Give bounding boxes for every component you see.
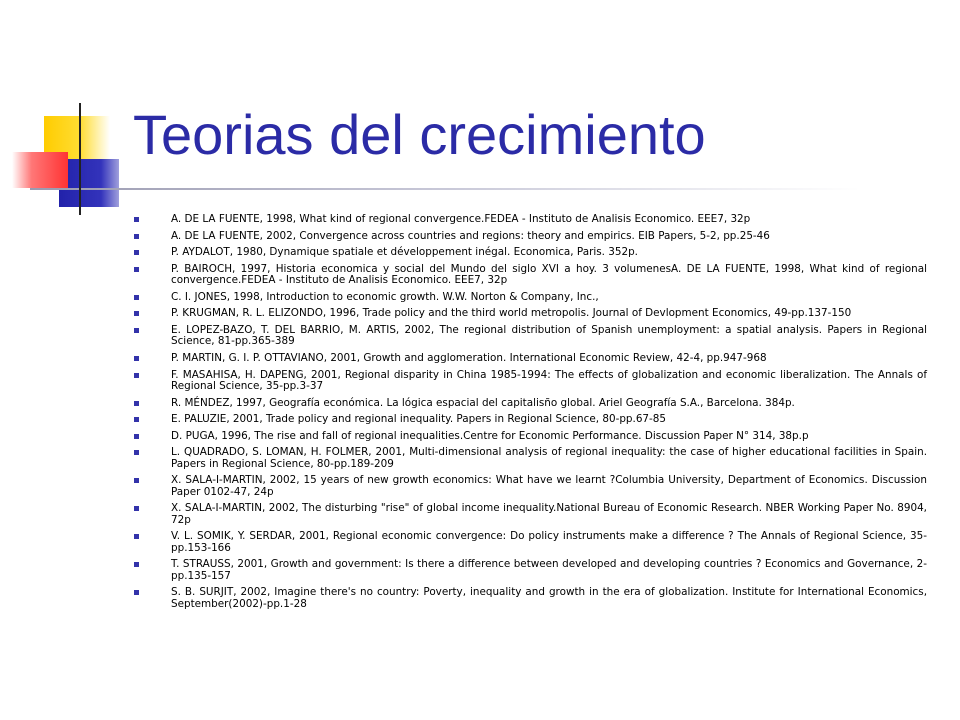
bullet-icon: [134, 478, 139, 483]
decor-vertical-line: [79, 103, 81, 215]
bullet-icon: [134, 506, 139, 511]
bullet-icon: [134, 250, 139, 255]
bullet-icon: [134, 295, 139, 300]
reference-item: [171, 475, 927, 498]
reference-item: [171, 247, 927, 258]
bullet-icon: [134, 328, 139, 333]
reference-text: S. B. SURJIT, 2002, Imagine there's no country: Poverty, inequality and growth in the era of globalization. Institute for International Economics, September(2002)-pp.1-28: [171, 586, 927, 610]
bullet-icon: [134, 217, 139, 222]
reference-item: [171, 264, 927, 287]
reference-item: [171, 325, 927, 348]
bullet-icon: [134, 401, 139, 406]
reference-text: T. STRAUSS, 2001, Growth and government: Is there a difference between developed and developing countries ? Economics and Governance, 2-pp.135-157: [171, 558, 927, 582]
reference-list: [171, 214, 927, 615]
reference-text: P. BAIROCH, 1997, Historia economica y social del Mundo del siglo XVI a hoy. 3 volumenesA. DE LA FUENTE, 1998, What kind of regional convergence.FEDEA - Instituto de Analisis Economico. EEE7, 32p: [171, 262, 927, 287]
reference-text: P. KRUGMAN, R. L. ELIZONDO, 1996, Trade policy and the third world metropolis. Journal of Devlopment Economics, 49-pp.137-150: [171, 307, 852, 320]
reference-item: [171, 353, 927, 364]
slide-title: Teorias del crecimiento: [133, 103, 706, 166]
reference-item: [171, 587, 927, 610]
reference-item: [171, 398, 927, 409]
reference-text: A. DE LA FUENTE, 2002, Convergence across countries and regions: theory and empirics. EIB Papers, 5-2, pp.25-46: [171, 229, 770, 242]
decor-horizontal-line: [30, 188, 860, 190]
reference-item: [171, 292, 927, 303]
reference-text: P. MARTIN, G. I. P. OTTAVIANO, 2001, Growth and agglomeration. International Economic Review, 42-4, pp.947-968: [171, 351, 767, 364]
bullet-icon: [134, 434, 139, 439]
bullet-icon: [134, 590, 139, 595]
reference-item: [171, 214, 927, 225]
reference-item: [171, 531, 927, 554]
reference-item: [171, 308, 927, 319]
reference-text: V. L. SOMIK, Y. SERDAR, 2001, Regional economic convergence: Do policy instruments make a difference ? The Annals of Regional Science, 35-pp.153-166: [171, 530, 927, 554]
decor-red-square: [12, 152, 68, 188]
bullet-icon: [134, 562, 139, 567]
reference-text: C. I. JONES, 1998, Introduction to economic growth. W.W. Norton & Company, Inc.,: [171, 290, 599, 303]
reference-text: X. SALA-I-MARTIN, 2002, The disturbing "rise" of global income inequality.National Bureau of Economic Research. NBER Working Paper No. 8904, 72p: [171, 502, 927, 526]
reference-item: [171, 231, 927, 242]
bullet-icon: [134, 534, 139, 539]
bullet-icon: [134, 234, 139, 239]
reference-item: [171, 447, 927, 470]
reference-text: E. PALUZIE, 2001, Trade policy and regional inequality. Papers in Regional Science, 80-pp.67-85: [171, 413, 667, 426]
reference-text: F. MASAHISA, H. DAPENG, 2001, Regional disparity in China 1985-1994: The effects of globalization and economic liberalization. The Annals of Regional Science, 35-pp.3-37: [171, 368, 927, 392]
bullet-icon: [134, 373, 139, 378]
bullet-icon: [134, 417, 139, 422]
bullet-icon: [134, 311, 139, 316]
reference-text: R. MÉNDEZ, 1997, Geografía económica. La lógica espacial del capitalisño global. Ariel Geografía S.A., Barcelona. 384p.: [171, 396, 795, 409]
reference-text: A. DE LA FUENTE, 1998, What kind of regional convergence.FEDEA - Instituto de Analisis Economico. EEE7, 32p: [171, 213, 751, 225]
bullet-icon: [134, 356, 139, 361]
reference-item: [171, 370, 927, 393]
reference-text: E. LOPEZ-BAZO, T. DEL BARRIO, M. ARTIS, 2002, The regional distribution of Spanish unemployment: a spatial analysis. Papers in Regional Science, 81-pp.365-389: [171, 323, 927, 348]
reference-item: [171, 414, 927, 425]
reference-item: [171, 503, 927, 526]
reference-item: [171, 431, 927, 442]
reference-text: L. QUADRADO, S. LOMAN, H. FOLMER, 2001, Multi-dimensional analysis of regional inequality: the case of higher educational facilities in Spain. Papers in Regional Science, 80-pp.189-209: [171, 446, 927, 470]
reference-text: X. SALA-I-MARTIN, 2002, 15 years of new growth economics: What have we learnt ?Columbia University, Department of Economics. Discussion Paper 0102-47, 24p: [171, 474, 927, 498]
reference-text: P. AYDALOT, 1980, Dynamique spatiale et développement inégal. Economica, Paris. 352p.: [171, 246, 638, 259]
bullet-icon: [134, 267, 139, 272]
reference-text: D. PUGA, 1996, The rise and fall of regional inequalities.Centre for Economic Performance. Discussion Paper N° 314, 38p.p: [171, 429, 809, 442]
bullet-icon: [134, 450, 139, 455]
reference-item: [171, 559, 927, 582]
